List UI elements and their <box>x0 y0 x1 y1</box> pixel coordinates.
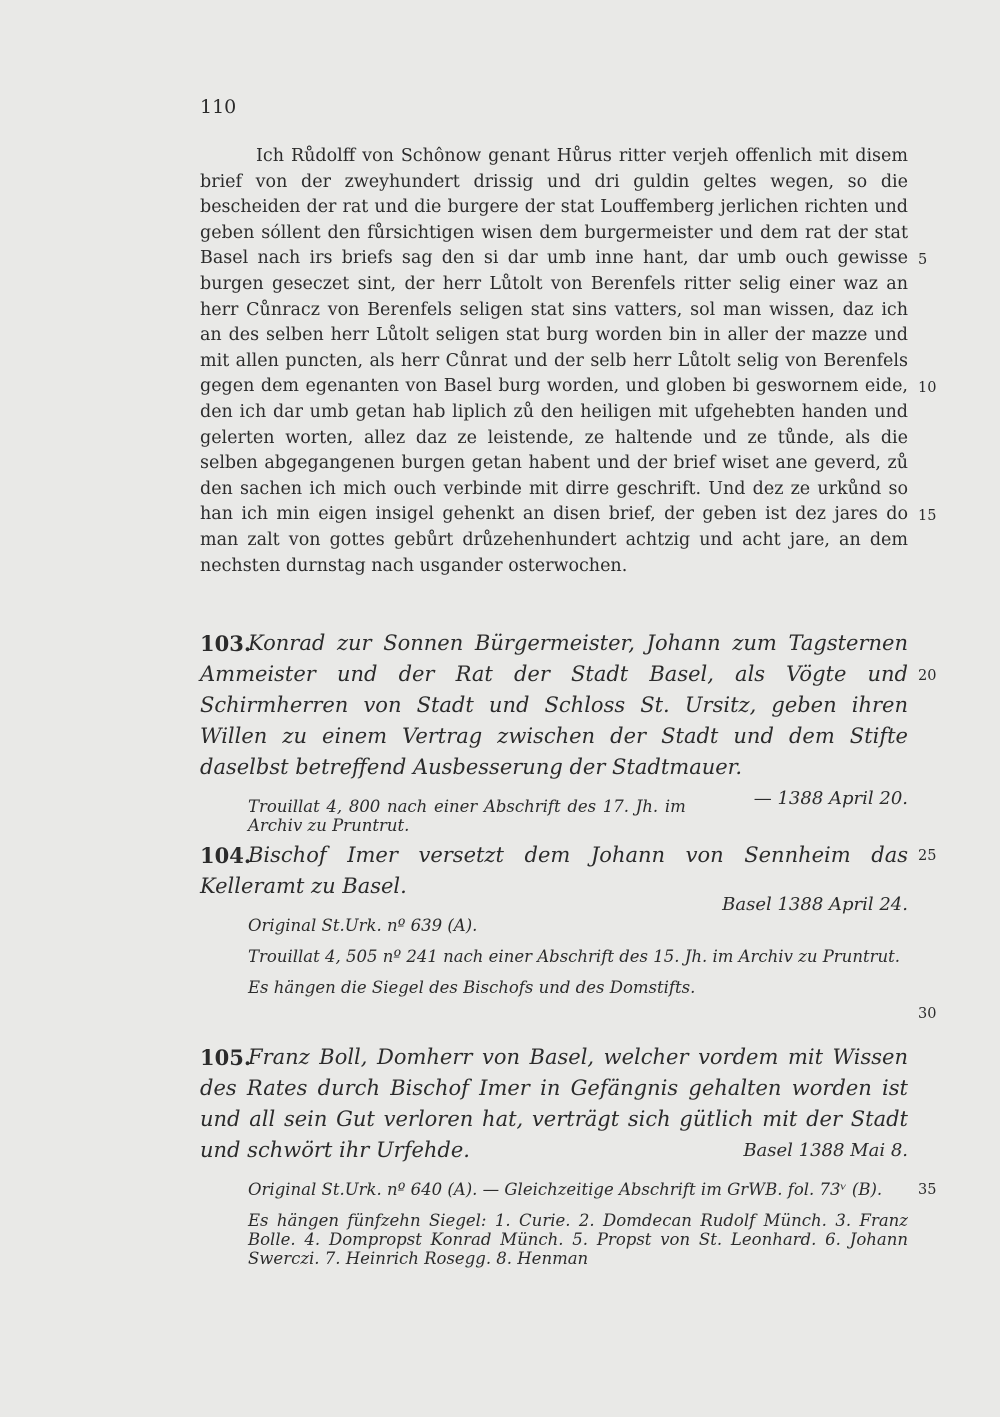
entry-number: 105. <box>200 1045 252 1070</box>
entry-date: — 1388 April 20. <box>753 788 908 809</box>
charter-text: Ich Růdolff von Schônow genant Hůrus ritter verjeh offenlich mit disem brief von der zweyhundert drissig und dri guldin geltes wegen, so die bescheiden der rat und die burgere der stat Louffemberg jerlichen richten und geben sóllent den fůrsichtigen wisen dem burgermeister und dem rat der stat Basel nach irs briefs sag den si dar umb inne hant, dar umb ouch gewisse burgen geseczet sint, der herr Lůtolt von Berenfels ritter selig einer waz an herr Cůnracz von Berenfels seligen stat sins vatters, sol man wissen, daz ich an des selben herr Lůtolt seligen stat burg worden bin in aller der mazze und mit allen puncten, als herr Cůnrat und der selb herr Lůtolt selig von Berenfels gegen dem egenanten von Basel burg worden, und globen bi geswornem eide, den ich dar umb getan hab liplich zů den heiligen mit ufgehebten handen und gelerten worten, allez daz ze leistende, ze haltende und ze tůnde, als die selben abgegangenen burgen getan habent und der brief wiset ane geverd, zů den sachen ich mich ouch verbinde mit dirre geschrift. Und dez ze urkůnd so han ich min eigen insigel gehenkt an disen brief, der geben ist dez jares do man zalt von gottes gebůrt drůzehenhundert achtzig und acht jare, an dem nechsten durnstag nach usgander osterwochen. <box>200 146 908 576</box>
entry-104 <box>200 840 908 997</box>
entry-number: 104. <box>200 843 252 868</box>
entry-103 <box>200 628 908 835</box>
entry-heading <box>200 840 908 915</box>
margin-line-number: 30 <box>918 1006 937 1022</box>
entry-note: Trouillat 4, 505 nº 241 nach einer Abschrift des 15. Jh. im Archiv zu Pruntrut. <box>248 947 900 966</box>
entry-date: Basel 1388 April 24. <box>722 894 908 915</box>
entry-title: Konrad zur Sonnen Bürgermeister, Johann zum Tagsternen Ammeister und der Rat der Stadt Basel, als Vögte und Schirmherren von Stadt und Schloss St. Ursitz, geben ihren Willen zu einem Vertrag zwischen der Stadt und dem Stifte daselbst betreffend Ausbesserung der Stadtmauer. <box>200 631 908 779</box>
entry-note: Es hängen fünfzehn Siegel: 1. Curie. 2. Domdecan Rudolf Münch. 3. Franz Bolle. 4. Dompropst Konrad Münch. 5. Propst von St. Leonhard. 6. Johann Swerczi. 7. Heinrich Rosegg. 8. Henman <box>248 1211 908 1268</box>
entry-note: Es hängen die Siegel des Bischofs und des Domstifts. <box>248 978 696 997</box>
entry-note: Original St.Urk. nº 640 (A). — Gleichzeitige Abschrift im GrWB. fol. 73ᵛ (B). <box>248 1180 883 1199</box>
entry-heading <box>200 628 908 809</box>
entry-number: 103. <box>200 631 252 656</box>
page-number: 110 <box>200 96 237 118</box>
entry-note: Trouillat 4, 800 nach einer Abschrift des 17. Jh. im Archiv zu Pruntrut. <box>248 797 686 835</box>
margin-line-number: 25 <box>918 848 937 864</box>
entry-note: Original St.Urk. nº 639 (A). <box>248 916 478 935</box>
entry-105 <box>200 1042 908 1268</box>
margin-line-number: 15 <box>918 508 937 524</box>
margin-line-number: 5 <box>918 252 928 268</box>
entry-heading <box>200 1042 908 1166</box>
entry-title: Franz Boll, Domherr von Basel, welcher vordem mit Wissen des Rates durch Bischof Imer in Gefängnis gehalten worden ist und all sein Gut verloren hat, verträgt sich gütlich mit der Stadt und schwört ihr Urfehde. <box>200 1045 908 1162</box>
entry-date: Basel 1388 Mai 8. <box>743 1140 908 1161</box>
entry-title: Bischof Imer versetzt dem Johann von Sennheim das Kelleramt zu Basel. <box>200 843 908 898</box>
margin-line-number: 20 <box>918 668 937 684</box>
margin-line-number: 10 <box>918 380 937 396</box>
margin-line-number: 35 <box>918 1182 937 1198</box>
